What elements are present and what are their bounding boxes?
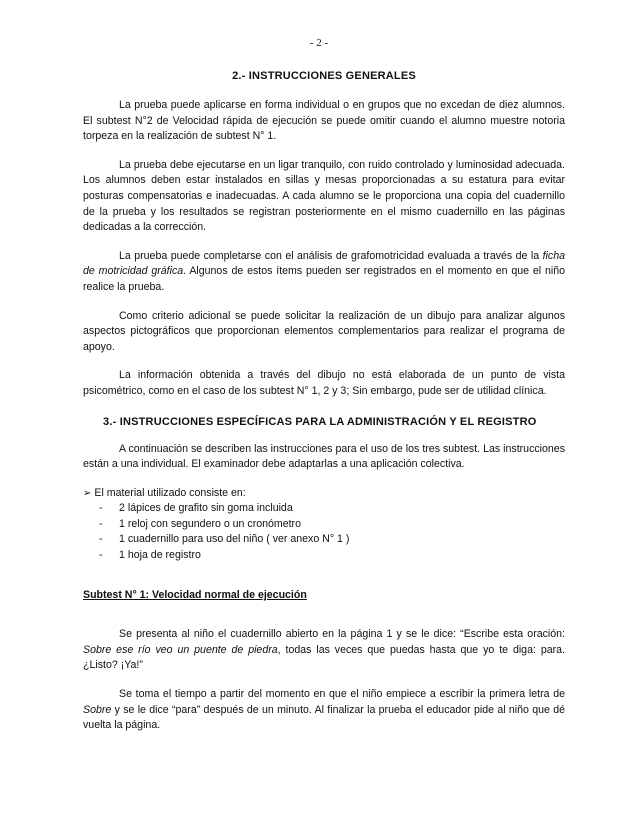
- list-item: - 1 cuadernillo para uso del niño ( ver anexo N° 1 ): [99, 533, 350, 546]
- subtest-1-heading: Subtest N° 1: Velocidad normal de ejecución: [83, 588, 307, 601]
- paragraph: La prueba puede aplicarse en forma individual o en grupos que no excedan de diez alumnos. El subtest N°2 de Velocidad rápida de ejecución se puede omitir cuando el alumno muestre notoria torpeza en la realización de subtest N° 1.: [83, 99, 565, 143]
- paragraph: A continuación se describen las instrucciones para el uso de los tres subtest. Las instrucciones están a una individual. El examinador debe adaptarlas a una aplicación colectiva.: [83, 442, 565, 471]
- paragraph: La información obtenida a través del dibujo no está elaborada de un punto de vista psicométrico, como en el caso de los subtest N° 1, 2 y 3; Sin embargo, pude ser de utilidad clínica.: [83, 369, 565, 397]
- italic-term: ficha de motricidad gráfica: [83, 249, 565, 278]
- list-item-text: 1 hoja de registro: [119, 549, 201, 562]
- materials-bullet: [83, 486, 565, 502]
- paragraph: [83, 627, 565, 674]
- text-span: Se toma el tiempo a partir del momento en que el niño empiece a escribir la primera letra de: [119, 688, 565, 701]
- paragraph: [83, 249, 565, 296]
- text-span: y se le dice “para” después de un minuto. Al finalizar la prueba el educador pide al niño que dé vuelta la página.: [83, 703, 565, 732]
- list-item: - 1 hoja de registro: [99, 549, 201, 562]
- bullet-text: El material utilizado consiste en:: [94, 486, 246, 499]
- text-span: , todas las veces que puedas hasta que yo te diga: para. ¿Listo? ¡Ya!”: [83, 643, 565, 672]
- arrow-bullet-icon: ➢: [83, 487, 92, 499]
- list-item-text: 1 cuadernillo para uso del niño ( ver anexo N° 1 ): [119, 533, 350, 546]
- list-item: - 2 lápices de grafito sin goma incluida: [99, 502, 293, 515]
- paragraph: La prueba debe ejecutarse en un ligar tranquilo, con ruido controlado y luminosidad adecuada. Los alumnos deben estar instalados en sillas y mesas proporcionadas a su estatura para evitar posturas compensatorias e inadecuadas. A cada alumno se le proporciona una copia del cuadernillo de la prueba y los resultados se registran posteriormente en el mismo cuadernillo en las páginas dedicadas a la corrección.: [83, 158, 565, 234]
- paragraph: Como criterio adicional se puede solicitar la realización de un dibujo para analizar algunos aspectos pictográficos que proporcionan elementos complementarios para realizar el programa de apoyo.: [83, 309, 565, 353]
- page-number: - 2 -: [309, 37, 329, 49]
- italic-word: Sobre: [83, 703, 112, 716]
- text-span: La prueba puede completarse con el análisis de grafomotricidad evaluada a través de la: [119, 249, 543, 262]
- italic-sentence: Sobre ese río veo un puente de piedra: [83, 643, 278, 656]
- materials-list: [83, 501, 565, 563]
- section-3-heading: 3.- INSTRUCCIONES ESPECÍFICAS PARA LA ADMINISTRACIÓN Y EL REGISTRO: [103, 415, 537, 428]
- text-span: Se presenta al niño el cuadernillo abierto en la página 1 y se le dice: “Escribe esta oración:: [119, 628, 565, 641]
- list-item-text: 2 lápices de grafito sin goma incluida: [119, 502, 293, 515]
- page-content: [83, 70, 565, 747]
- list-item-text: 1 reloj con segundero o un cronómetro: [119, 517, 301, 530]
- paragraph: [83, 687, 565, 734]
- text-span: . Algunos de estos ítems pueden ser registrados en el momento en que el niño realice la prueba.: [83, 265, 565, 293]
- section-2-heading: 2.- INSTRUCCIONES GENERALES: [232, 70, 416, 82]
- list-item: - 1 reloj con segundero o un cronómetro: [99, 517, 301, 530]
